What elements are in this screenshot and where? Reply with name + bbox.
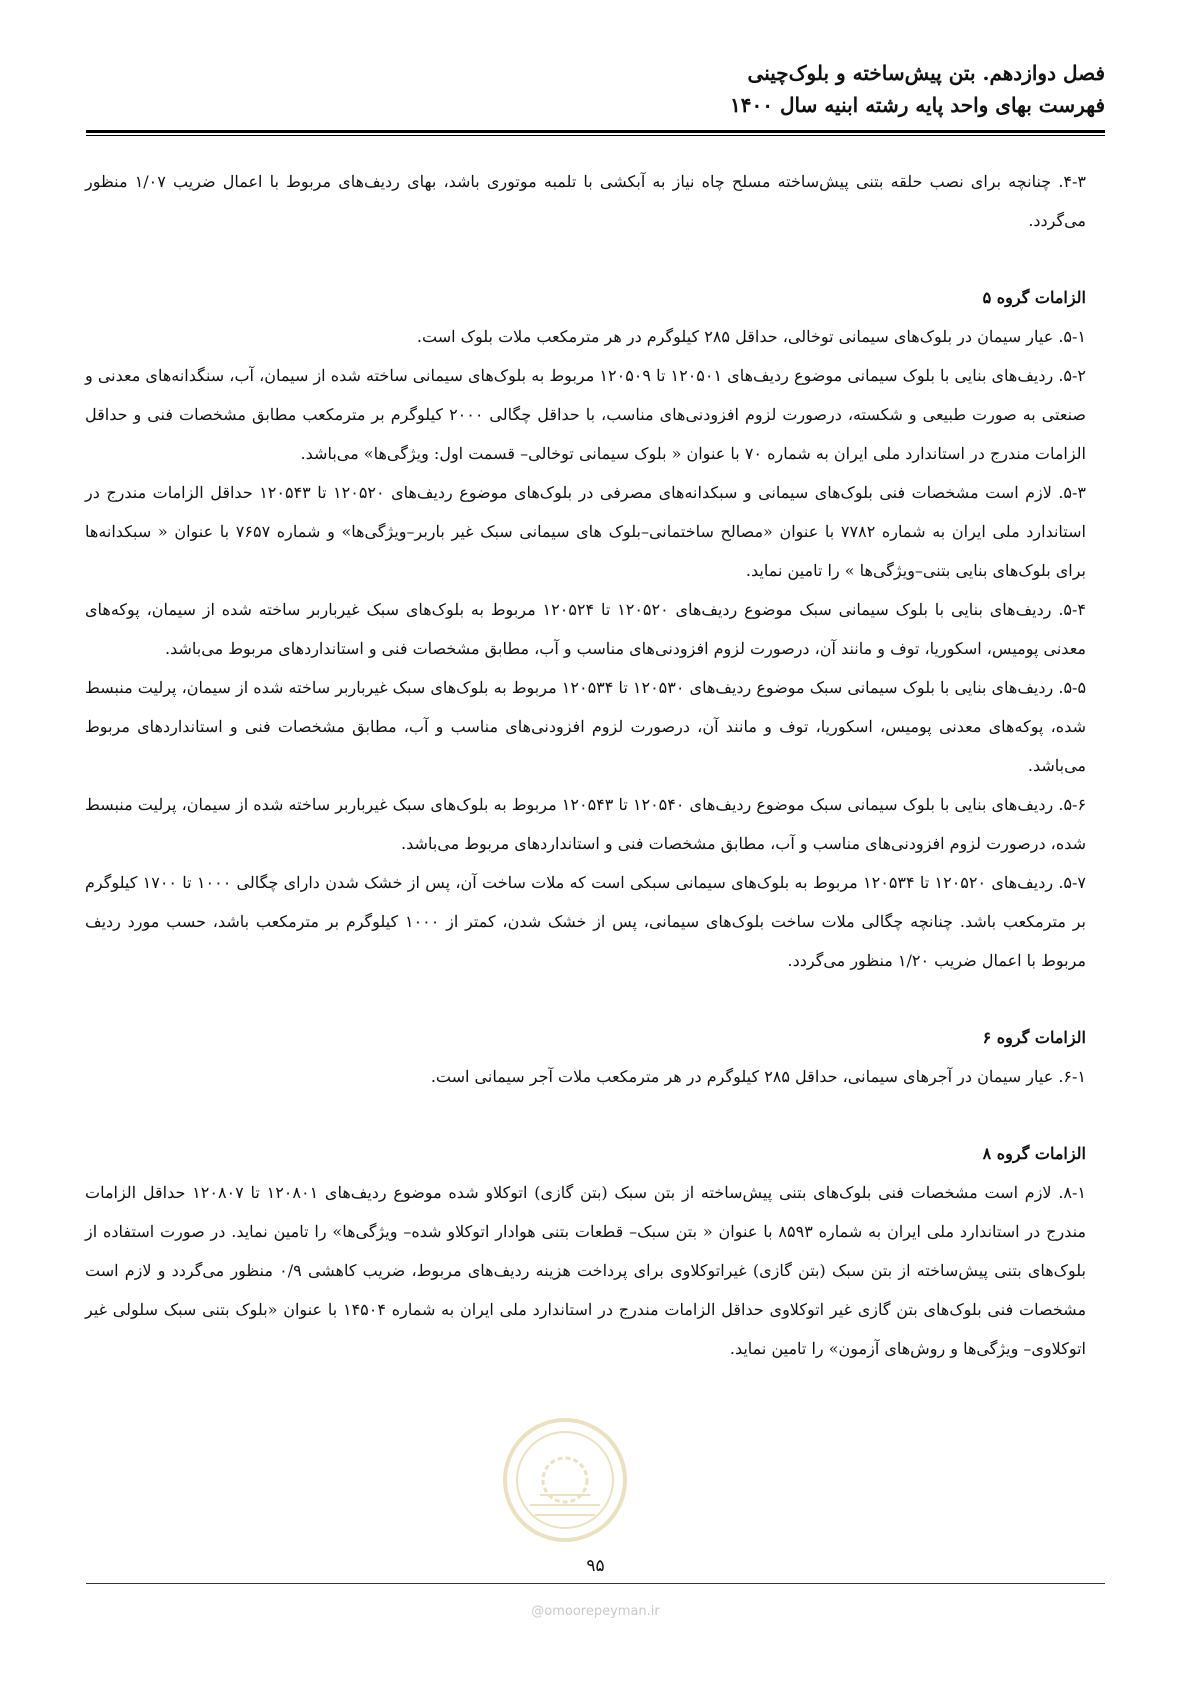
header-rule-thick	[86, 130, 1105, 133]
paragraph-4-3: ۴-۳. چنانچه برای نصب حلقه بتنی پیش‌ساخته مسلح چاه نیاز به آبکشی با تلمبه موتوری باشد، بهای ردیف‌های مربوط با اعمال ضریب ۱/۰۷ منظور می‌گردد.	[85, 172, 1087, 230]
paragraph-6-1: ۶-۱. عیار سیمان در آجرهای سیمانی، حداقل ۲۸۵ کیلوگرم در هر مترمکعب ملات آجر سیمانی است.	[430, 1067, 1086, 1086]
page-header	[85, 57, 1105, 121]
watermark-seal-icon	[500, 1415, 630, 1545]
paragraph-5-3: ۵-۳. لازم است مشخصات فنی بلوک‌های سیمانی و سبکدانه‌های مصرفی در بلوک‌های موضوع ردیف‌های ۱۲۰۵۲۰ تا ۱۲۰۵۴۳ حداقل الزامات مندرج در استاندارد ملی ایران به شماره ۷۷۸۲ با عنوان «مصالح ساختمانی–بلوک های سیمانی سبک غیر باربر–ویژگی‌ها» و شماره ۷۶۵۷ با عنوان « سبکدانه‌ها برای بلوک‌های بنایی بتنی–ویژگی‌ها » را تامین نماید.	[85, 483, 1087, 580]
footer-site: @omoorepeyman.ir	[531, 1604, 660, 1619]
document-body	[85, 162, 1086, 1368]
paragraph-5-4: ۵-۴. ردیف‌های بنایی با بلوک سیمانی سبک موضوع ردیف‌های ۱۲۰۵۲۰ تا ۱۲۰۵۲۴ مربوط به بلوک‌های سبک غیرباربر ساخته شده از سیمان، پوکه‌های معدنی پومیس، اسکوریا، توف و مانند آن، درصورت لزوم افزودنی‌های مناسب و آب، مطابق مشخصات فنی و استانداردهای مربوط می‌باشد.	[85, 600, 1087, 658]
paragraph-5-1: ۵-۱. عیار سیمان در بلوک‌های سیمانی توخالی، حداقل ۲۸۵ کیلوگرم در هر مترمکعب ملات بلوک است.	[416, 327, 1086, 346]
chapter-title: فصل دوازدهم. بتن پیش‌ساخته و بلوک‌چینی	[747, 61, 1105, 85]
paragraph-8-1: ۸-۱. لازم است مشخصات فنی بلوک‌های بتنی پیش‌ساخته از بتن سبک (بتن گازی) اتوکلاو شده موضوع ردیف‌های ۱۲۰۸۰۱ تا ۱۲۰۸۰۷ حداقل الزامات مندرج در استاندارد ملی ایران به شماره ۸۵۹۳ با عنوان « بتن سبک– قطعات بتنی هوادار اتوکلاو شده– ویژگی‌ها» را تامین نماید. در صورت استفاده از بلوک‌های بتنی پیش‌ساخته از بتن سبک (بتن گازی) غیراتوکلاوی برای پرداخت هزینه ردیف‌های مربوط، ضریب کاهشی ۰/۹ منظور می‌گردد و لازم است مشخصات فنی بلوک‌های بتن گازی غیر اتوکلاوی حداقل الزامات مندرج در استاندارد ملی ایران به شماره ۱۴۵۰۴ با عنوان «بلوک بتنی سبک سلولی غیر اتوکلاوی– ویژگی‌ها و روش‌های آزمون» را تامین نماید.	[85, 1183, 1087, 1358]
group-5-heading: الزامات گروه ۵	[982, 288, 1086, 307]
paragraph-5-5: ۵-۵. ردیف‌های بنایی با بلوک سیمانی سبک موضوع ردیف‌های ۱۲۰۵۳۰ تا ۱۲۰۵۳۴ مربوط به بلوک‌های سبک غیرباربر ساخته شده از سیمان، پرلیت منبسط شده، پوکه‌های معدنی پومیس، اسکوریا، توف و مانند آن، درصورت لزوم افزودنی‌های مناسب و آب، مطابق مشخصات فنی و استانداردهای مربوط می‌باشد.	[85, 678, 1087, 775]
header-rule-thin	[86, 135, 1105, 136]
paragraph-5-6: ۵-۶. ردیف‌های بنایی با بلوک سیمانی سبک موضوع ردیف‌های ۱۲۰۵۴۰ تا ۱۲۰۵۴۳ مربوط به بلوک‌های سبک غیرباربر ساخته شده از سیمان، پرلیت منبسط شده، درصورت لزوم افزودنی‌های مناسب و آب، مطابق مشخصات فنی و استانداردهای مربوط می‌باشد.	[85, 795, 1087, 853]
group-6-heading: الزامات گروه ۶	[982, 1028, 1086, 1047]
price-list-title: فهرست بهای واحد پایه رشته ابنیه سال ۱۴۰۰	[730, 93, 1105, 117]
page-number: ۹۵	[586, 1556, 605, 1576]
group-8-heading: الزامات گروه ۸	[982, 1144, 1086, 1163]
paragraph-5-2: ۵-۲. ردیف‌های بنایی با بلوک سیمانی موضوع ردیف‌های ۱۲۰۵۰۱ تا ۱۲۰۵۰۹ مربوط به بلوک‌های سیمانی ساخته شده از سیمان، آب، سنگدانه‌های معدنی و صنعتی به صورت طبیعی و شکسته، درصورت لزوم افزودنی‌های مناسب، با حداقل چگالی ۲۰۰۰ کیلوگرم بر مترمکعب مطابق مشخصات فنی و حداقل الزامات مندرج در استاندارد ملی ایران به شماره ۷۰ با عنوان « بلوک سیمانی توخالی– قسمت اول: ویژگی‌ها» می‌باشد.	[85, 366, 1087, 463]
footer-rule	[86, 1583, 1105, 1584]
paragraph-5-7: ۵-۷. ردیف‌های ۱۲۰۵۲۰ تا ۱۲۰۵۳۴ مربوط به بلوک‌های سیمانی سبکی است که ملات ساخت آن، پس از خشک شدن دارای چگالی ۱۰۰۰ تا ۱۷۰۰ کیلوگرم بر مترمکعب باشد. چنانچه چگالی ملات ساخت بلوک‌های سیمانی، پس از خشک شدن، کمتر از ۱۰۰۰ کیلوگرم بر مترمکعب باشد، حسب مورد ردیف مربوط با اعمال ضریب ۱/۲۰ منظور می‌گردد.	[85, 873, 1087, 970]
